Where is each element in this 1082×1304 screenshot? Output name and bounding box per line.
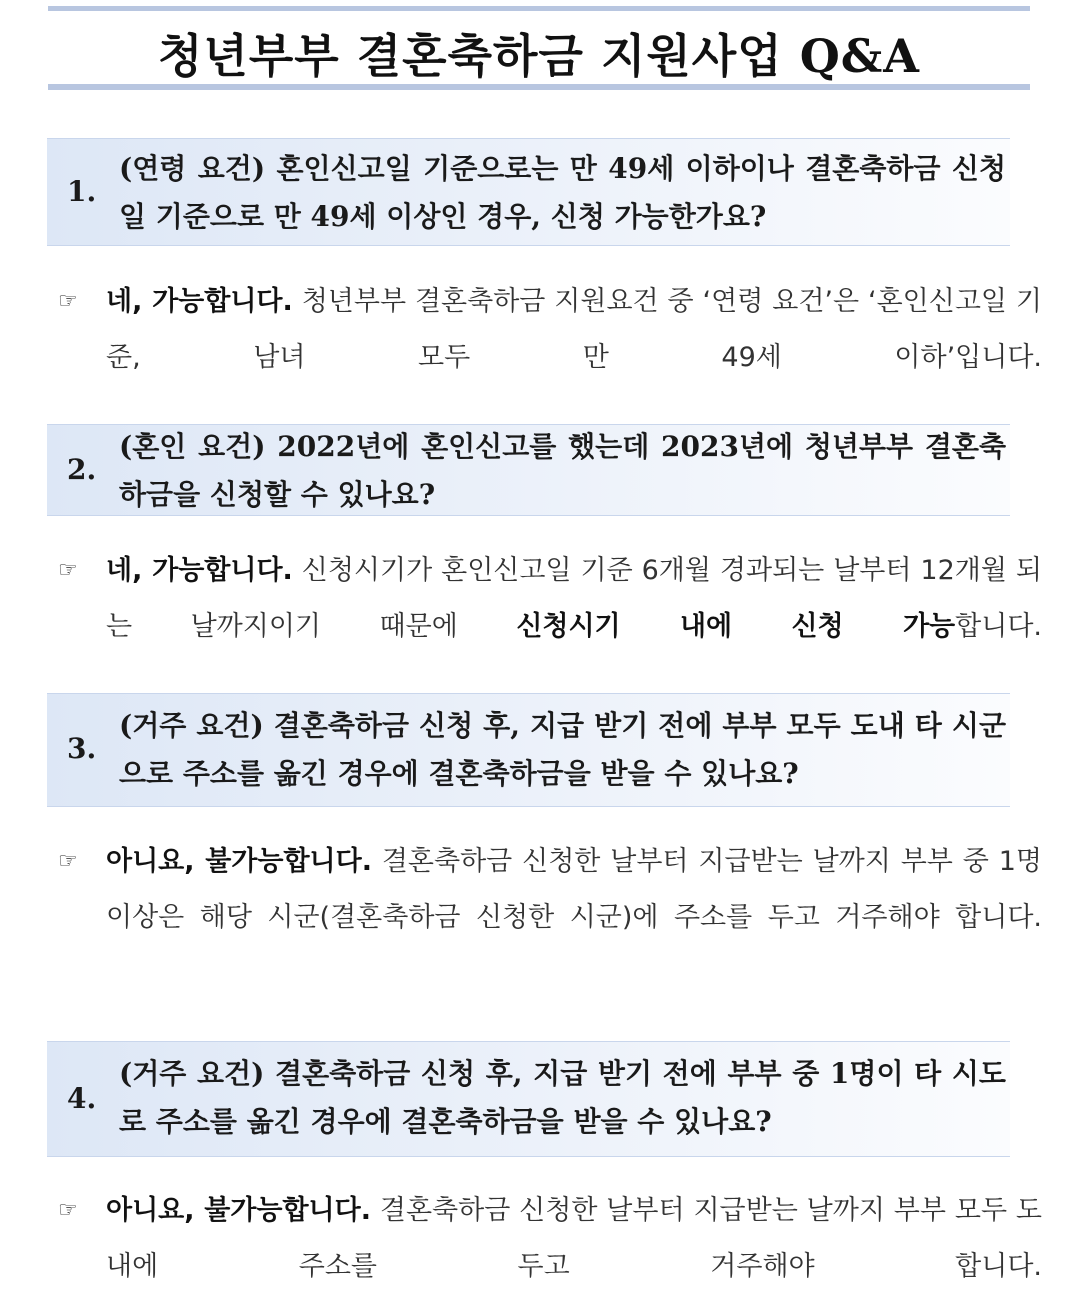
- question-text: (연령 요건) 혼인신고일 기준으로는 만 49세 이하이나 결혼축하금 신청일 기준으로 만 49세 이상인 경우, 신청 가능한가요?: [119, 152, 1006, 233]
- question-text: (거주 요건) 결혼축하금 신청 후, 지급 받기 전에 부부 모두 도내 타 시군으로 주소를 옮긴 경우에 결혼축하금을 받을 수 있나요?: [119, 709, 1006, 790]
- question-text: (거주 요건) 결혼축하금 신청 후, 지급 받기 전에 부부 중 1명이 타 시도로 주소를 옮긴 경우에 결혼축하금을 받을 수 있나요?: [119, 1057, 1006, 1138]
- answer-4: [58, 1183, 1042, 1295]
- answer-lead: 아니요, 불가능합니다.: [106, 1195, 371, 1226]
- answer-text: 결혼축하금 신청한 날부터 지급받는 날까지 부부 중 1명 이상은 해당 시군(결혼축하금 신청한 시군)에 주소를 두고 거주해야 합니다.: [106, 846, 1042, 933]
- answer-1: [58, 274, 1042, 386]
- question-number: 4.: [67, 1082, 97, 1115]
- answer-2: [58, 543, 1042, 655]
- question-box-3: [47, 693, 1010, 807]
- title-bottom-rule: [48, 84, 1030, 90]
- answer-text: 신청시기가 혼인신고일 기준 6개월 경과되는 날부터 12개월 되는 날까지이기 때문에: [106, 555, 1043, 642]
- question-number: 1.: [67, 175, 97, 208]
- answer-lead: 네, 가능합니다.: [106, 555, 293, 586]
- question-box-2: [47, 424, 1010, 516]
- pointing-hand-icon: ☞: [58, 558, 78, 583]
- pointing-hand-icon: ☞: [58, 849, 78, 874]
- pointing-hand-icon: ☞: [58, 1198, 78, 1223]
- question-box-1: [47, 138, 1010, 246]
- pointing-hand-icon: ☞: [58, 289, 78, 314]
- question-text: (혼인 요건) 2022년에 혼인신고를 했는데 2023년에 청년부부 결혼축하금을 신청할 수 있나요?: [119, 430, 1006, 511]
- title-banner: [48, 6, 1030, 90]
- question-number: 2.: [67, 453, 97, 486]
- answer-text: 결혼축하금 신청한 날부터 지급받는 날까지 부부 모두 도내에 주소를 두고 거주해야 합니다.: [106, 1195, 1043, 1282]
- answer-text: 청년부부 결혼축하금 지원요건 중 ‘연령 요건’은 ‘혼인신고일 기준, 남녀 모두 만 49세 이하’입니다.: [106, 286, 1043, 373]
- answer-3: [58, 834, 1042, 946]
- question-number: 3.: [67, 732, 97, 765]
- answer-text-end: 합니다.: [955, 611, 1042, 642]
- answer-lead: 아니요, 불가능합니다.: [106, 846, 372, 877]
- question-box-4: [47, 1041, 1010, 1157]
- answer-lead: 네, 가능합니다.: [106, 286, 293, 317]
- title-top-rule: [48, 6, 1030, 11]
- answer-emphasis: 신청시기 내에 신청 가능: [516, 611, 956, 642]
- page-title: 청년부부 결혼축하금 지원사업 Q&A: [157, 29, 920, 83]
